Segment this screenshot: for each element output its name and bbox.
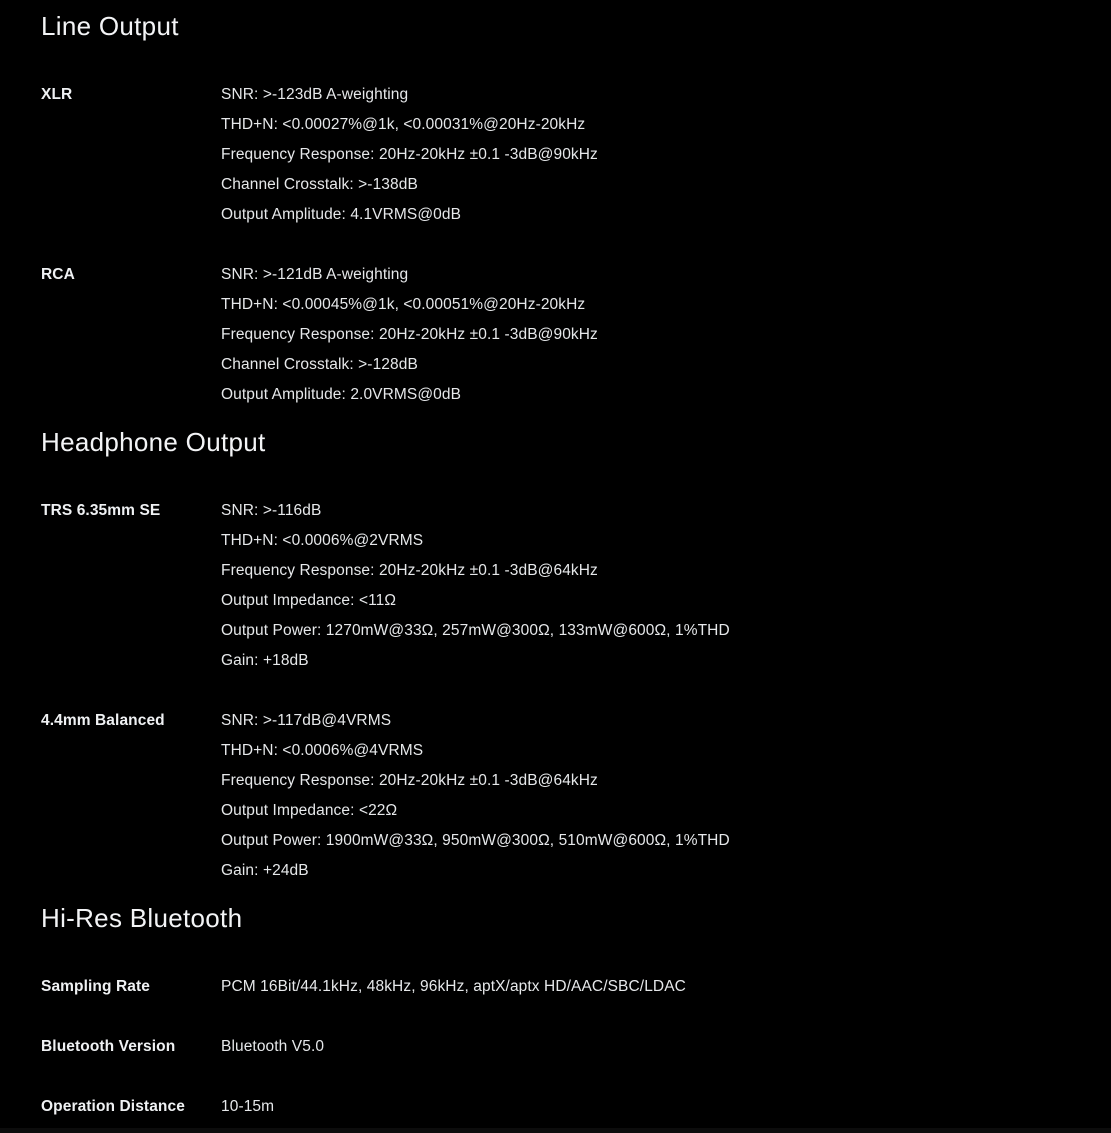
spec-line: THD+N: <0.0006%@4VRMS: [221, 742, 424, 759]
spec-line: Channel Crosstalk: >-128dB: [221, 356, 418, 373]
spec-group: [41, 972, 1081, 1002]
spec-label: Bluetooth Version: [41, 1038, 176, 1055]
spec-label: XLR: [41, 86, 73, 103]
spec-line: Frequency Response: 20Hz-20kHz ±0.1 -3dB@64kHz: [221, 562, 598, 579]
spec-line: Channel Crosstalk: >-138dB: [221, 176, 418, 193]
spec-line: Frequency Response: 20Hz-20kHz ±0.1 -3dB@90kHz: [221, 326, 598, 343]
spec-values: [221, 706, 1081, 886]
spec-group: [41, 496, 1081, 676]
spec-line: Bluetooth V5.0: [221, 1038, 325, 1055]
spec-line: Output Impedance: <11Ω: [221, 592, 397, 609]
spec-line: SNR: >-121dB A-weighting: [221, 266, 409, 283]
spec-values: [221, 1032, 1081, 1062]
spec-values: [221, 80, 1081, 230]
spec-line: Output Impedance: <22Ω: [221, 802, 398, 819]
spec-line: THD+N: <0.0006%@2VRMS: [221, 532, 424, 549]
spec-line: SNR: >-117dB@4VRMS: [221, 712, 392, 729]
spec-line: SNR: >-123dB A-weighting: [221, 86, 409, 103]
spec-group: [41, 1092, 1081, 1122]
spec-line: THD+N: <0.00027%@1k, <0.00031%@20Hz-20kHz: [221, 116, 586, 133]
spec-line: Output Power: 1270mW@33Ω, 257mW@300Ω, 133mW@600Ω, 1%THD: [221, 622, 730, 639]
spec-line: PCM 16Bit/44.1kHz, 48kHz, 96kHz, aptX/aptx HD/AAC/SBC/LDAC: [221, 978, 686, 995]
spec-section: [41, 425, 1081, 886]
spec-line: Output Power: 1900mW@33Ω, 950mW@300Ω, 510mW@600Ω, 1%THD: [221, 832, 730, 849]
spec-line: Output Amplitude: 4.1VRMS@0dB: [221, 206, 462, 223]
spec-line: Gain: +24dB: [221, 862, 309, 879]
spec-group: [41, 1032, 1081, 1062]
spec-line: Gain: +18dB: [221, 652, 309, 669]
spec-values: [221, 496, 1081, 676]
spec-section: [41, 901, 1081, 1122]
spec-label: Sampling Rate: [41, 978, 150, 995]
section-divider: [0, 1128, 1111, 1133]
spec-line: THD+N: <0.00045%@1k, <0.00051%@20Hz-20kHz: [221, 296, 586, 313]
spec-label: TRS 6.35mm SE: [41, 502, 161, 519]
spec-line: Output Amplitude: 2.0VRMS@0dB: [221, 386, 462, 403]
section-title: Hi-Res Bluetooth: [41, 903, 243, 933]
spec-label: RCA: [41, 266, 75, 283]
spec-line: Frequency Response: 20Hz-20kHz ±0.1 -3dB@64kHz: [221, 772, 598, 789]
spec-line: Frequency Response: 20Hz-20kHz ±0.1 -3dB@90kHz: [221, 146, 598, 163]
spec-values: [221, 1092, 1081, 1122]
spec-group: [41, 706, 1081, 886]
spec-label: 4.4mm Balanced: [41, 712, 165, 729]
spec-line: 10-15m: [221, 1098, 275, 1115]
section-title: Headphone Output: [41, 427, 266, 457]
section-title: Line Output: [41, 11, 179, 41]
spec-label: Operation Distance: [41, 1098, 185, 1115]
spec-group: [41, 80, 1081, 230]
spec-group: [41, 260, 1081, 410]
spec-values: [221, 260, 1081, 410]
spec-section: [41, 9, 1081, 410]
spec-line: SNR: >-116dB: [221, 502, 322, 519]
spec-values: [221, 972, 1081, 1002]
